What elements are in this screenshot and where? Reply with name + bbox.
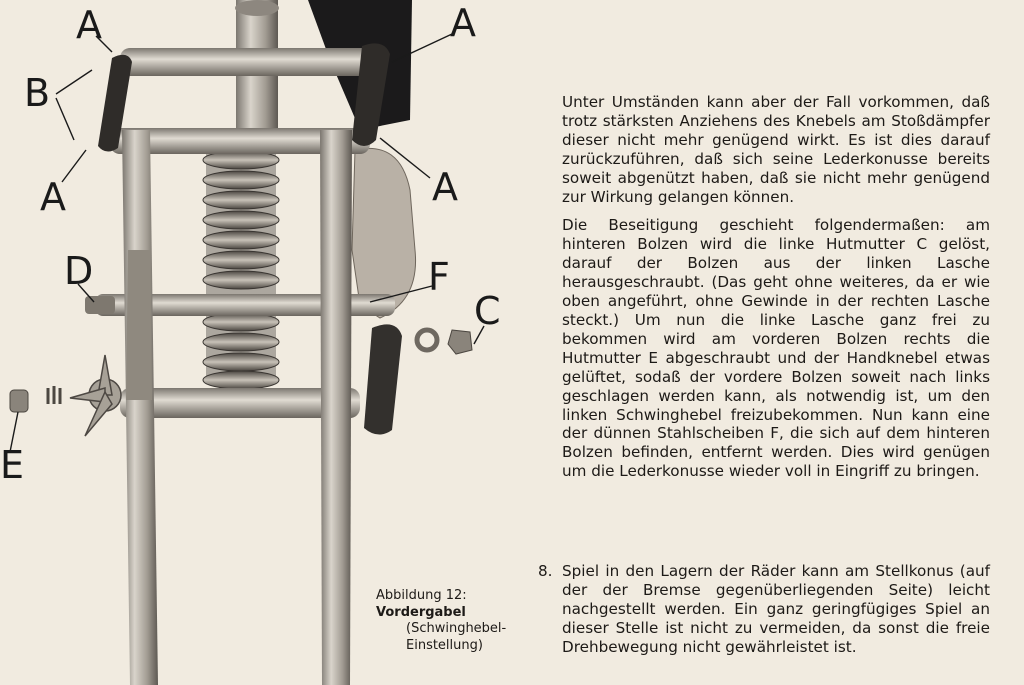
- loose-parts-e: [10, 386, 60, 412]
- callout-d: D: [64, 249, 94, 293]
- top-crossbar: [120, 48, 380, 76]
- callout-a-mid-left: A: [40, 175, 66, 219]
- callout-a-mid-right: A: [432, 165, 458, 209]
- caption-title: Vordergabel: [376, 604, 466, 620]
- callout-a-top-left: A: [76, 3, 102, 47]
- list-item-8: [538, 562, 990, 657]
- paragraph-1: Unter Umständen kann aber der Fall vorkommen, daß trotz stärksten Anziehens des Knebels am Stoßdämpfer dieser nicht mehr genügend wirkt. Es ist dies darauf zurückzuführen, daß sich seine Lederkonusse bereits soweit abgenützt haben, daß sie nicht mehr genügend zur Wirkung gelangen können.: [562, 93, 990, 206]
- paragraph-2: Die Beseitigung geschieht folgendermaßen: am hinteren Bolzen wird die linke Hutmutter C gelöst, darauf der Bolzen aus der linken Lasche herausgeschraubt. (Das geht ohne weiteres, da er wie oben angeführt, ohne Gewinde in der rechten Lasche steckt.) Um nun die linke Lasche ganz frei zu bekommen wird am vorderen Bolzen rechts die Hutmutter E abgeschraubt und der Handknebel etwas gelüftet, sodaß der vordere Bolzen soweit nach links geschlagen werden kann, als notwendig ist, um den linken Schwinghebel freizubekommen. Nun kann eine der dünnen Stahlscheiben F, die sich auf dem hinteren Bolzen befinden, entfernt werden. Dies wird genügen um die Lederkonusse wieder voll in Eingriff zu bringen.: [562, 216, 990, 481]
- callout-c: C: [474, 289, 501, 333]
- callout-e: E: [0, 443, 25, 487]
- caption-subtitle-line2: Einstellung): [406, 637, 483, 653]
- fork-spring: [203, 130, 279, 389]
- callout-a-top-right: A: [450, 1, 476, 45]
- loose-nut-c: [417, 330, 472, 354]
- list-item-text: Spiel in den Lagern der Räder kann am Stellkonus (auf der der Bremse gegenüberliegenden Seite) leicht nachgestellt werden. Ein ganz geringfügiges Spiel an dieser Stelle ist nicht zu vermeiden, da sonst die freie Drehbewegung nicht gewährleistet ist.: [562, 562, 990, 656]
- list-item-number: 8.: [538, 562, 553, 580]
- swing-arm-low-right: [364, 324, 402, 434]
- caption-subtitle-line1: (Schwinghebel-: [406, 621, 507, 636]
- callout-b: B: [24, 71, 51, 115]
- fork-leg-right: [320, 130, 352, 685]
- hand-knob: [70, 355, 121, 436]
- figure-caption: [376, 588, 536, 654]
- fork-leg-left: [122, 130, 158, 685]
- caption-label: Abbildung 12:: [376, 588, 467, 603]
- body-text: [562, 93, 990, 491]
- callout-f: F: [428, 255, 450, 299]
